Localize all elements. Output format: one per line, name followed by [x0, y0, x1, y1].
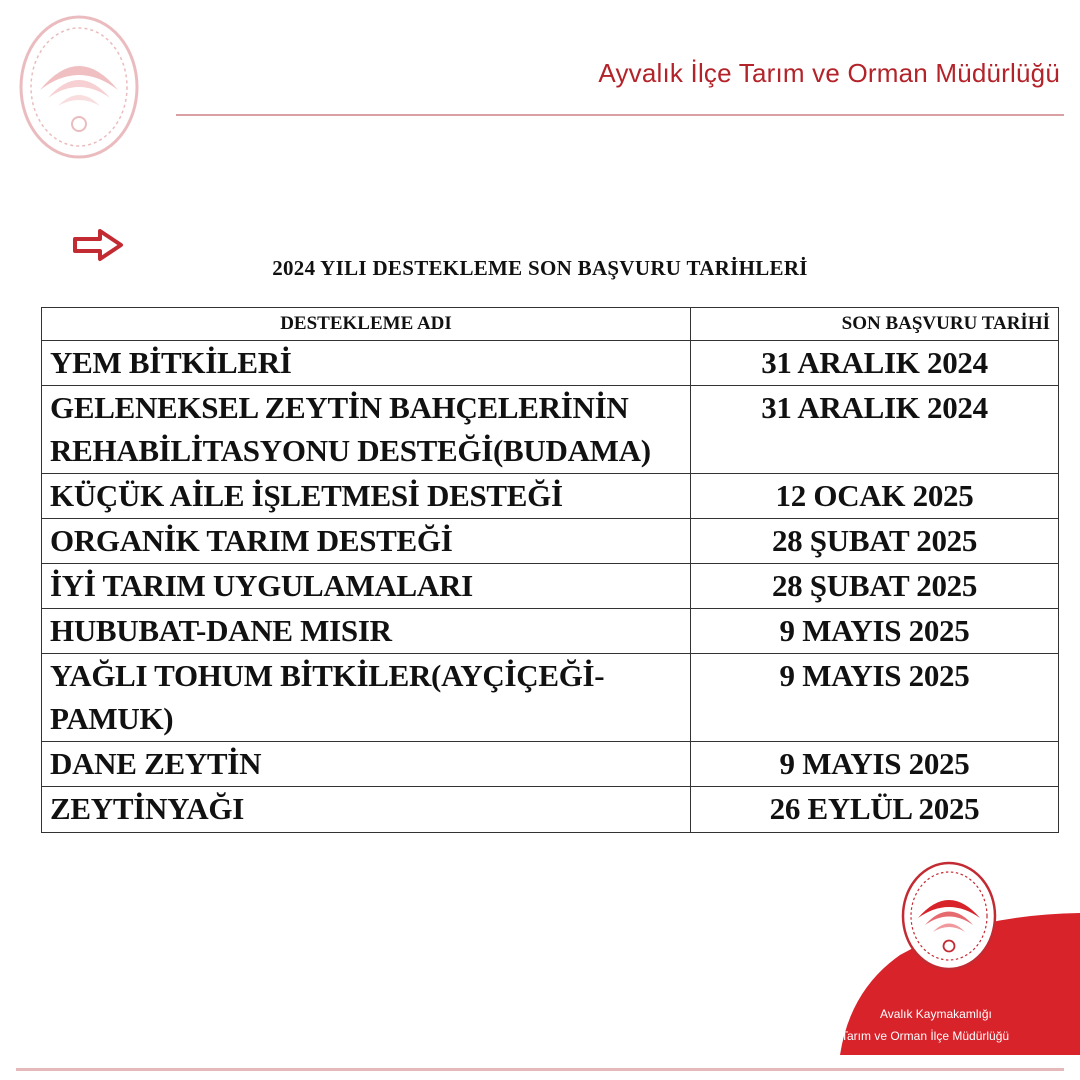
column-header-support-name: DESTEKLEME ADI	[42, 308, 691, 341]
deadline-date: 26 EYLÜL 2025	[691, 787, 1059, 833]
deadline-date: 28 ŞUBAT 2025	[691, 519, 1059, 564]
table-row	[42, 386, 1059, 474]
deadline-date: 9 MAYIS 2025	[691, 609, 1059, 654]
table-row	[42, 519, 1059, 564]
bottom-divider	[16, 1068, 1064, 1071]
document-title: 2024 YILI DESTEKLEME SON BAŞVURU TARİHLERİ	[272, 256, 808, 280]
deadline-date: 9 MAYIS 2025	[691, 742, 1059, 787]
support-name: DANE ZEYTİN	[42, 742, 691, 787]
support-name: KÜÇÜK AİLE İŞLETMESİ DESTEĞİ	[42, 474, 691, 519]
deadline-date: 12 OCAK 2025	[691, 474, 1059, 519]
table-row	[42, 564, 1059, 609]
deadline-date: 28 ŞUBAT 2025	[691, 564, 1059, 609]
ministry-seal-icon	[900, 860, 998, 972]
deadline-date: 31 ARALIK 2024	[691, 386, 1059, 474]
table-row	[42, 787, 1059, 833]
ministry-seal-icon	[18, 12, 140, 162]
table-row	[42, 609, 1059, 654]
support-name: ZEYTİNYAĞI	[42, 787, 691, 833]
header-divider	[176, 114, 1064, 116]
support-name: ORGANİK TARIM DESTEĞİ	[42, 519, 691, 564]
table-header-row	[42, 308, 1059, 341]
support-deadlines-table	[41, 307, 1059, 833]
deadline-date: 9 MAYIS 2025	[691, 654, 1059, 742]
support-name: YAĞLI TOHUM BİTKİLER(AYÇİÇEĞİ-PAMUK)	[42, 654, 691, 742]
table-row	[42, 341, 1059, 386]
support-name: HUBUBAT-DANE MISIR	[42, 609, 691, 654]
deadline-date: 31 ARALIK 2024	[691, 341, 1059, 386]
table-row	[42, 474, 1059, 519]
support-name: YEM BİTKİLERİ	[42, 341, 691, 386]
table-row	[42, 742, 1059, 787]
support-name: İYİ TARIM UYGULAMALARI	[42, 564, 691, 609]
footer-line-1: Avalık Kaymakamlığı	[880, 1007, 992, 1021]
column-header-deadline: SON BAŞVURU TARİHİ	[691, 308, 1059, 341]
footer-line-2: Tarım ve Orman İlçe Müdürlüğü	[841, 1029, 1010, 1043]
office-title: Ayvalık İlçe Tarım ve Orman Müdürlüğü	[598, 58, 1060, 88]
table-row	[42, 654, 1059, 742]
support-name: GELENEKSEL ZEYTİN BAHÇELERİNİN REHABİLİTASYONU DESTEĞİ(BUDAMA)	[42, 386, 691, 474]
